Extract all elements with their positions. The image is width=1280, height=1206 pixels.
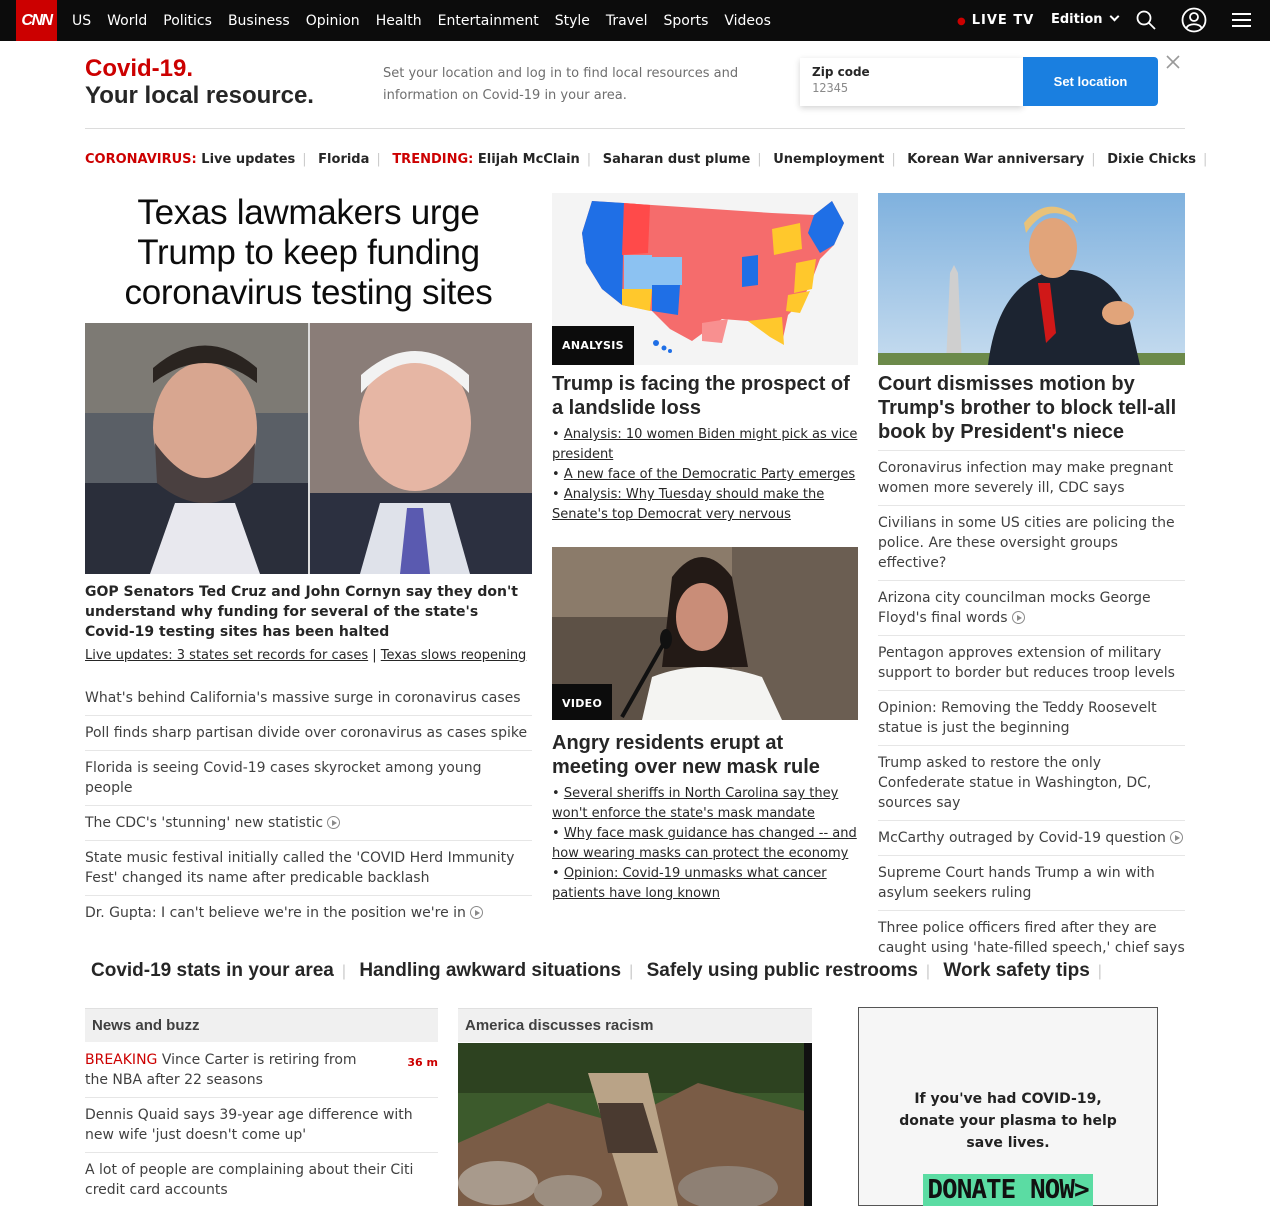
bullet-link[interactable]: • Why face mask guidance has changed -- and how wearing masks can protect the economy [552, 826, 857, 861]
splash-mountain-photo [458, 1043, 812, 1206]
list-item[interactable]: Poll finds sharp partisan divide over coronavirus as cases spike [85, 716, 532, 751]
zone-link-awkward[interactable]: Handling awkward situations [359, 960, 622, 981]
trend-link-korean-war[interactable]: Korean War anniversary [907, 152, 1085, 167]
list-item[interactable]: What's behind California's massive surge in coronavirus cases [85, 681, 532, 716]
list-item[interactable]: BREAKING Vince Carter is retiring from the NBA after 22 seasons 36 m [85, 1043, 438, 1098]
nav-link-videos[interactable]: Videos [724, 12, 771, 29]
list-item[interactable]: Dennis Quaid says 39-year age difference with new wife 'just doesn't come up' [85, 1098, 438, 1153]
trend-link-saharan-dust[interactable]: Saharan dust plume [602, 152, 751, 167]
nav-link-opinion[interactable]: Opinion [305, 12, 360, 29]
left-headline-list [85, 681, 532, 930]
play-video-icon [470, 906, 483, 919]
chevron-down-icon [1109, 12, 1119, 22]
list-item[interactable]: Three police officers fired after they are caught using 'hate-filled speech,' chief says [878, 920, 1185, 956]
racism-story-image[interactable] [458, 1043, 812, 1206]
bullet-link[interactable]: • Analysis: 10 women Biden might pick as vice president [552, 427, 858, 462]
zip-code-field[interactable] [800, 58, 1023, 106]
set-location-button[interactable]: Set location [1023, 57, 1158, 106]
list-item[interactable]: Pentagon approves extension of military support to border but reduces troop levels [878, 636, 1185, 691]
bullet-link[interactable]: • Analysis: Why Tuesday should make the Senate's top Democrat very nervous [552, 487, 825, 522]
nav-link-style[interactable]: Style [554, 12, 590, 29]
list-item[interactable]: Trump asked to restore the only Confederate statue in Washington, DC, sources say [878, 746, 1185, 821]
lead-link-live-updates[interactable]: Live updates: 3 states set records for cases [85, 648, 369, 663]
lead-image-senators[interactable] [85, 323, 532, 574]
user-account-icon[interactable] [1181, 7, 1207, 33]
mask-meeting-video-thumbnail[interactable] [552, 547, 858, 720]
zone-link-stats[interactable]: Covid-19 stats in your area [91, 960, 334, 981]
edition-label: Edition [1051, 12, 1103, 27]
breaking-label: BREAKING [85, 1052, 158, 1068]
list-item[interactable]: McCarthy outraged by Covid-19 question [878, 821, 1185, 856]
list-item[interactable]: Dr. Gupta: I can't believe we're in the position we're in [85, 896, 532, 930]
plasma-donation-ad[interactable] [858, 1007, 1158, 1206]
list-item[interactable]: Opinion: Removing the Teddy Roosevelt statue is just the beginning [878, 691, 1185, 746]
lead-link-separator: | [368, 648, 381, 663]
nav-link-sports[interactable]: Sports [663, 12, 709, 29]
president-photo [878, 193, 1185, 365]
divider [85, 128, 1185, 129]
nav-link-business[interactable]: Business [227, 12, 290, 29]
nav-link-entertainment[interactable]: Entertainment [437, 12, 539, 29]
analysis-headline[interactable]: Trump is facing the prospect of a landslide loss [552, 373, 850, 419]
trend-link-live-updates[interactable]: Live updates [201, 152, 296, 167]
news-and-buzz-header: News and buzz [85, 1008, 438, 1042]
bullet-link[interactable]: • A new face of the Democratic Party emerges [552, 467, 856, 482]
analysis-bullets [552, 425, 858, 525]
trend-link-dixie-chicks[interactable]: Dixie Chicks [1107, 152, 1196, 167]
covid-title-dark: Your local resource. [85, 82, 314, 109]
analysis-map-image[interactable] [552, 193, 858, 365]
list-item[interactable]: Florida is seeing Covid-19 cases skyrocket among young people [85, 751, 532, 806]
play-video-icon [327, 816, 340, 829]
covid-banner-title [85, 55, 314, 109]
news-and-buzz-list [85, 1043, 438, 1206]
lead-headline[interactable]: Texas lawmakers urge Trump to keep funding coronavirus testing sites [124, 193, 493, 312]
trump-photo[interactable] [878, 193, 1185, 365]
lead-link-texas-slows[interactable]: Texas slows reopening [380, 648, 527, 663]
zone-link-restrooms[interactable]: Safely using public restrooms [646, 960, 918, 981]
list-item[interactable]: Coronavirus infection may make pregnant women more severely ill, CDC says [878, 451, 1185, 506]
ad-text: If you've had COVID-19, donate your plasma to help save lives. [899, 1091, 1117, 1151]
zone-link-work-safety[interactable]: Work safety tips [943, 960, 1090, 981]
zip-code-label: Zip code [812, 65, 870, 79]
list-item[interactable]: Arizona city councilman mocks George Floyd's final words [878, 581, 1185, 636]
hamburger-menu-icon[interactable] [1232, 12, 1251, 28]
video-headline[interactable]: Angry residents erupt at meeting over new mask rule [552, 732, 820, 778]
timestamp: 36 m [407, 1056, 438, 1069]
right-headline[interactable]: Court dismisses motion by Trump's brother to block tell-all book by President's niece [878, 372, 1185, 451]
play-video-icon [1170, 831, 1183, 844]
trending-label: TRENDING: [392, 152, 474, 167]
nav-links [72, 0, 771, 41]
trend-link-unemployment[interactable]: Unemployment [773, 152, 885, 167]
nav-link-us[interactable]: US [72, 12, 92, 29]
cnn-logo[interactable]: CNN [16, 0, 57, 41]
nav-link-health[interactable]: Health [375, 12, 422, 29]
video-bullets [552, 784, 858, 904]
nav-link-politics[interactable]: Politics [163, 12, 212, 29]
play-video-icon [1012, 611, 1025, 624]
trend-link-florida[interactable]: Florida [318, 152, 370, 167]
covid-zone-nav: Covid-19 stats in your area | Handling awkward situations | Safely using public restrooms | Work safety tips | [91, 960, 1102, 981]
coronavirus-label: CORONAVIRUS: [85, 152, 197, 167]
bullet-link[interactable]: • Opinion: Covid-19 unmasks what cancer patients have long known [552, 866, 827, 901]
list-item[interactable]: Supreme Court hands Trump a win with asylum seekers ruling [878, 856, 1185, 911]
analysis-tag: ANALYSIS [552, 326, 634, 365]
donate-now-button[interactable]: DONATE NOW> [923, 1174, 1092, 1206]
list-item[interactable]: State music festival initially called the 'COVID Herd Immunity Fest' changed its name after predicable backlash [85, 841, 532, 896]
nav-link-world[interactable]: World [107, 12, 148, 29]
covid-title-red: Covid-19. [85, 55, 194, 82]
senators-photo [85, 323, 532, 574]
live-tv-link[interactable] [957, 13, 1034, 28]
edition-menu[interactable] [1051, 12, 1118, 27]
list-item[interactable]: The CDC's 'stunning' new statistic [85, 806, 532, 841]
nav-link-travel[interactable]: Travel [605, 12, 648, 29]
live-dot-icon: ● [957, 16, 967, 27]
trend-link-elijah-mcclain[interactable]: Elijah McClain [477, 152, 580, 167]
lead-related-links [85, 647, 532, 665]
live-tv-label: LIVE TV [971, 13, 1035, 28]
search-icon[interactable] [1136, 10, 1156, 30]
covid-banner-description: Set your location and log in to find local resources and information on Covid-19 in your area. [383, 66, 739, 103]
bullet-link[interactable]: • Several sheriffs in North Carolina say they won't enforce the state's mask mandate [552, 786, 839, 821]
video-tag: VIDEO [552, 684, 612, 720]
top-nav [0, 0, 1270, 41]
lead-subheadline[interactable]: GOP Senators Ted Cruz and John Cornyn say they don't understand why funding for several of the state's Covid-19 testing sites has been halted [85, 584, 518, 640]
list-item[interactable]: Civilians in some US cities are policing the police. Are these oversight groups effective? [878, 506, 1185, 581]
racism-section-header: America discusses racism [458, 1008, 812, 1042]
right-headline-list [878, 451, 1185, 965]
trending-bar: CORONAVIRUS: Live updates | Florida | TRENDING: Elijah McClain | Saharan dust plume | Unemployment | Korean War anniversary | Dixie Chicks | [85, 152, 1208, 167]
zip-code-input[interactable]: 12345 [812, 81, 849, 95]
close-icon[interactable] [1165, 54, 1181, 70]
list-item[interactable]: A lot of people are complaining about their Citi credit card accounts [85, 1162, 414, 1198]
